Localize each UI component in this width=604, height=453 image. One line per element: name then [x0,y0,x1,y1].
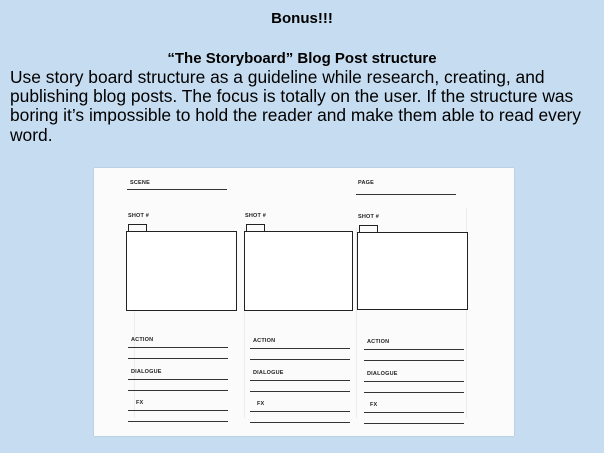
shot-frame-3 [357,232,468,310]
fx-line-2a [250,411,350,412]
shot-frame-1 [126,231,237,311]
shot-label-2: SHOT # [245,213,267,219]
dialogue-line-2a [250,380,350,381]
scene-label: SCENE [130,180,150,186]
page-line [356,194,456,195]
action-line-3b [364,360,464,361]
body-paragraph: Use story board structure as a guideline while research, creating, and publishing blog posts. The focus is totally on the user. If the structure was boring it’s impossible to hold the reader and make them able to read every word. [10,67,581,145]
fx-line-1a [128,410,228,411]
dialogue-line-2b [250,391,350,392]
dialogue-label-2: DIALOGUE [253,370,284,376]
storyboard-template-image [94,168,514,436]
fx-label-3: FX [370,402,378,408]
action-line-2a [250,348,350,349]
fx-line-3b [364,423,464,424]
dialogue-line-3b [364,392,464,393]
dialogue-label-3: DIALOGUE [367,371,398,377]
dialogue-line-3a [364,381,464,382]
action-label-2: ACTION [253,338,276,344]
slide-subtitle: “The Storyboard” Blog Post structure [167,50,437,67]
action-line-1a [128,347,228,348]
fx-line-1b [128,421,228,422]
dialogue-line-1b [128,390,228,391]
fx-line-3a [364,412,464,413]
shot-frame-2 [244,231,353,311]
scene-line [127,189,227,190]
action-line-3a [364,349,464,350]
dialogue-label-1: DIALOGUE [131,369,162,375]
slide-title: Bonus!!! [271,10,333,27]
action-label-1: ACTION [131,337,154,343]
shot-label-1: SHOT # [128,213,150,219]
fx-label-2: FX [257,401,265,407]
action-line-2b [250,359,350,360]
page-label: PAGE [358,180,374,186]
action-line-1b [128,358,228,359]
dialogue-line-1a [128,379,228,380]
action-label-3: ACTION [367,339,390,345]
shot-label-3: SHOT # [358,214,380,220]
fx-label-1: FX [136,400,144,406]
fx-line-2b [250,422,350,423]
